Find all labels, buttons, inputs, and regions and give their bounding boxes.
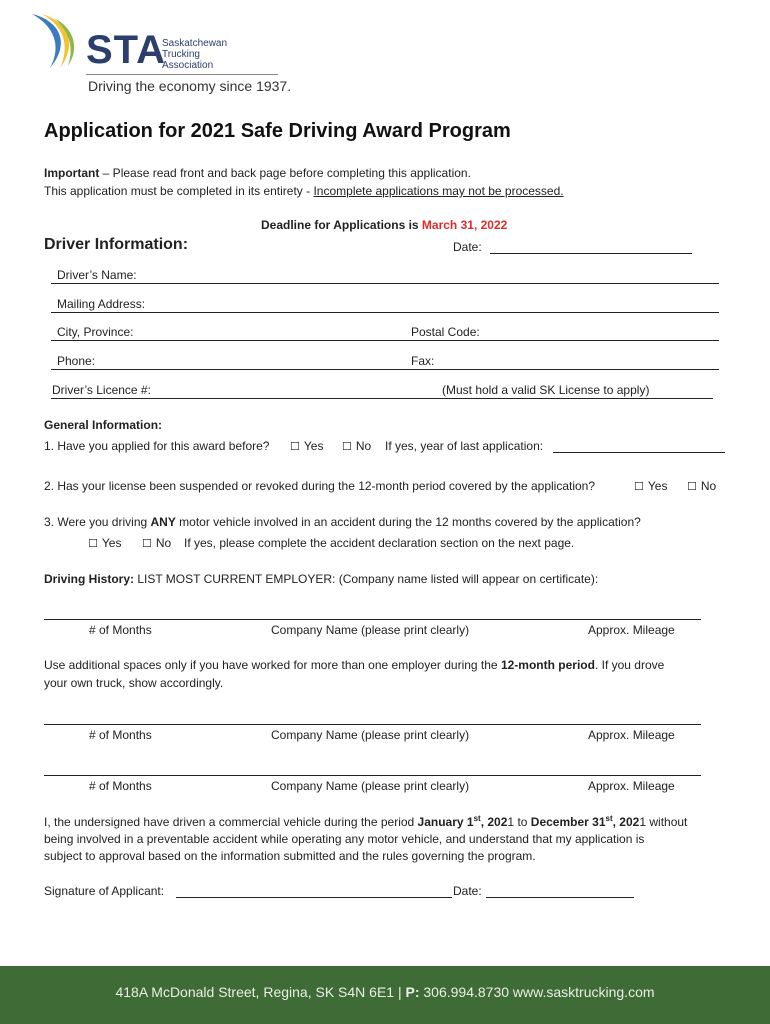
declaration-text: without xyxy=(646,815,688,829)
q3-yes-option[interactable] xyxy=(88,536,121,550)
mailing-address-label: Mailing Address: xyxy=(57,297,146,311)
col-months-label: # of Months xyxy=(89,728,152,742)
employer-row-1-field[interactable] xyxy=(44,619,701,620)
q1-text: 1. Have you applied for this award before? xyxy=(44,439,270,453)
ordinal-suffix: st xyxy=(473,814,481,823)
col-company-label: Company Name (please print clearly) xyxy=(271,623,470,637)
driving-history xyxy=(44,572,598,586)
q2-no-label: No xyxy=(700,479,717,493)
col-mileage-label: Approx. Mileage xyxy=(588,779,675,793)
col-company-label: Company Name (please print clearly) xyxy=(271,779,470,793)
declaration-line-3: subject to approval based on the information submitted and the rules governing the program. xyxy=(44,849,536,863)
org-name-line: Trucking xyxy=(162,49,200,60)
year-last-application-field[interactable] xyxy=(553,452,725,453)
additional-text: Use additional spaces only if you have worked for more than one employer during the xyxy=(44,658,501,672)
important-text: – Please read front and back page before completing this application. xyxy=(99,166,471,180)
fax-label: Fax: xyxy=(411,354,435,368)
checkbox-icon[interactable]: ☐ xyxy=(634,480,644,493)
q1-followup: If yes, year of last application: xyxy=(385,439,544,453)
general-info-heading: General Information: xyxy=(44,418,163,432)
declaration-year: , 202 xyxy=(480,815,508,829)
logo-sta-text: STA xyxy=(86,28,167,72)
col-mileage-label: Approx. Mileage xyxy=(588,728,675,742)
declaration-text: I, the undersigned have driven a commercial vehicle during the period xyxy=(44,815,418,829)
licence-field[interactable] xyxy=(51,398,713,399)
q1-yes-label: Yes xyxy=(303,439,324,453)
licence-label: Driver’s Licence #: xyxy=(52,383,151,397)
q2-text: 2. Has your license been suspended or revoked during the 12-month period covered by the application? xyxy=(44,479,596,493)
declaration-text: to xyxy=(514,815,531,829)
footer-phone: 306.994.8730 xyxy=(419,984,513,1000)
additional-instructions-line2: your own truck, show accordingly. xyxy=(44,676,224,690)
q2-yes-label: Yes xyxy=(647,479,668,493)
additional-emphasis: 12-month period xyxy=(500,658,595,672)
phone-label: Phone: xyxy=(57,354,96,368)
additional-text: . If you drove xyxy=(594,658,665,672)
sta-swoosh-icon xyxy=(28,12,84,70)
additional-instructions xyxy=(44,658,664,672)
footer-address: 418A McDonald Street, Regina, SK S4N 6E1 | xyxy=(115,984,406,1000)
city-postal-field[interactable] xyxy=(51,340,719,341)
declaration-year-end: 1 xyxy=(507,815,515,829)
logo-org-name xyxy=(162,38,227,71)
important-notice xyxy=(44,166,471,180)
q1-yes-option[interactable] xyxy=(290,439,323,453)
declaration-line-1 xyxy=(44,814,687,829)
q3-text-part: 3. Were you driving xyxy=(44,515,151,529)
ordinal-suffix: st xyxy=(605,814,613,823)
important-label: Important xyxy=(44,166,100,180)
checkbox-icon[interactable]: ☐ xyxy=(88,537,98,550)
org-name-line: Saskatchewan xyxy=(162,38,228,49)
q3-followup: If yes, please complete the accident declaration section on the next page. xyxy=(184,536,575,550)
col-months-label: # of Months xyxy=(89,623,152,637)
q3-yes-label: Yes xyxy=(101,536,122,550)
mailing-address-field[interactable] xyxy=(51,312,719,313)
signature-date-label: Date: xyxy=(453,884,482,898)
entirety-warning: Incomplete applications may not be processed. xyxy=(313,184,564,198)
employer-row-2-field[interactable] xyxy=(44,724,701,725)
q3-no-label: No xyxy=(155,536,172,550)
page-title: Application for 2021 Safe Driving Award Program xyxy=(44,120,511,142)
declaration-line-2: being involved in a preventable accident while operating any motor vehicle, and understand that my application is xyxy=(44,832,645,846)
entirety-text: This application must be completed in its entirety - xyxy=(44,184,314,198)
drivers-name-label: Driver’s Name: xyxy=(57,268,137,282)
declaration-start-date: January 1 xyxy=(417,815,474,829)
deadline-date: March 31, 2022 xyxy=(421,218,508,232)
footer xyxy=(0,966,770,1024)
q1-no-option[interactable] xyxy=(342,439,371,453)
licence-note: (Must hold a valid SK License to apply) xyxy=(442,383,650,397)
checkbox-icon[interactable]: ☐ xyxy=(687,480,697,493)
postal-code-label: Postal Code: xyxy=(411,325,480,339)
entirety-notice xyxy=(44,184,564,198)
q1-no-label: No xyxy=(355,439,372,453)
checkbox-icon[interactable]: ☐ xyxy=(342,440,352,453)
footer-phone-label: P: xyxy=(405,984,420,1000)
q3-text-part: motor vehicle involved in an accident during the 12 months covered by the application? xyxy=(175,515,641,529)
city-province-label: City, Province: xyxy=(57,325,134,339)
driving-history-text: LIST MOST CURRENT EMPLOYER: (Company name listed will appear on certificate): xyxy=(134,572,599,586)
org-name-line: Association xyxy=(162,60,214,71)
q3-text-emphasis: ANY xyxy=(150,515,176,529)
signature-date-field[interactable] xyxy=(486,897,634,898)
footer-contact xyxy=(0,984,770,1000)
phone-fax-field[interactable] xyxy=(51,369,719,370)
deadline-label: Deadline for Applications is xyxy=(261,218,422,232)
employer-row-3-field[interactable] xyxy=(44,775,701,776)
q2-yes-option[interactable] xyxy=(634,479,667,493)
date-field[interactable] xyxy=(490,253,692,254)
col-mileage-label: Approx. Mileage xyxy=(588,623,675,637)
logo-divider xyxy=(86,74,278,75)
signature-label: Signature of Applicant: xyxy=(44,884,165,898)
q2-no-option[interactable] xyxy=(687,479,716,493)
driving-history-label: Driving History: xyxy=(44,572,135,586)
declaration-end-date: December 31 xyxy=(530,815,606,829)
tagline: Driving the economy since 1937. xyxy=(88,78,292,94)
col-months-label: # of Months xyxy=(89,779,152,793)
checkbox-icon[interactable]: ☐ xyxy=(290,440,300,453)
footer-website-link[interactable]: www.sasktrucking.com xyxy=(512,984,655,1000)
drivers-name-field[interactable] xyxy=(51,283,719,284)
declaration-year: , 202 xyxy=(612,815,640,829)
checkbox-icon[interactable]: ☐ xyxy=(142,537,152,550)
date-label: Date: xyxy=(453,240,482,254)
signature-field[interactable] xyxy=(176,897,452,898)
deadline xyxy=(261,218,507,232)
col-company-label: Company Name (please print clearly) xyxy=(271,728,470,742)
q3-text xyxy=(44,515,641,529)
driver-info-heading: Driver Information: xyxy=(44,236,189,253)
declaration-year-end: 1 xyxy=(639,815,647,829)
q3-no-option[interactable] xyxy=(142,536,171,550)
